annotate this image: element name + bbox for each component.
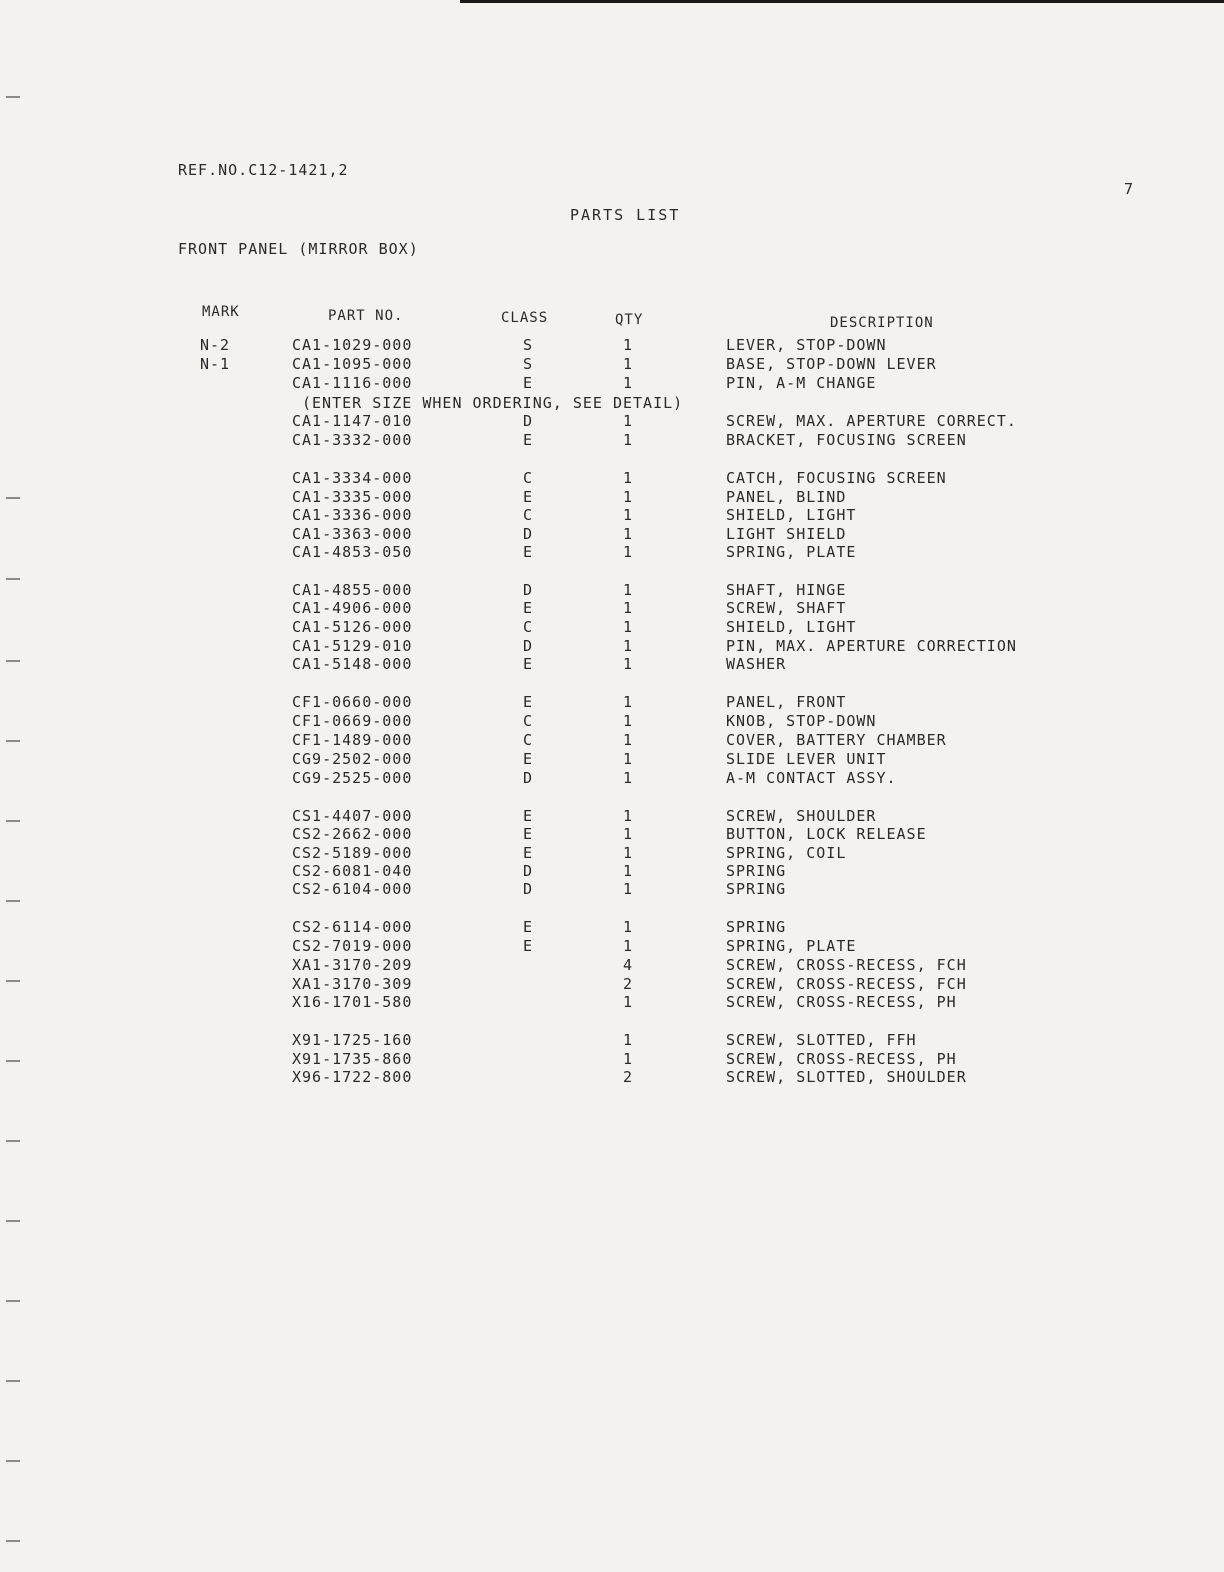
qty-cell: 1 — [623, 807, 634, 825]
table-row — [0, 731, 1224, 749]
description-cell: LIGHT SHIELD — [726, 525, 847, 543]
description-cell: LEVER, STOP-DOWN — [726, 336, 887, 354]
description-cell: BUTTON, LOCK RELEASE — [726, 825, 927, 843]
part-no-cell: CS2-5189-000 — [292, 844, 413, 862]
class-cell: D — [523, 525, 534, 543]
qty-cell: 1 — [623, 543, 634, 561]
description-cell: BRACKET, FOCUSING SCREEN — [726, 431, 967, 449]
part-no-cell: CA1-1029-000 — [292, 336, 413, 354]
part-no-cell: CA1-1095-000 — [292, 355, 413, 373]
part-no-cell: X91-1725-160 — [292, 1031, 413, 1049]
part-no-cell: CS1-4407-000 — [292, 807, 413, 825]
description-cell: SCREW, SHAFT — [726, 599, 847, 617]
part-no-cell: CS2-2662-000 — [292, 825, 413, 843]
description-cell: SHIELD, LIGHT — [726, 506, 857, 524]
page-title: PARTS LIST — [570, 206, 681, 224]
table-row — [0, 1031, 1224, 1049]
qty-cell: 1 — [623, 581, 634, 599]
part-no-cell: CA1-3334-000 — [292, 469, 413, 487]
description-cell: SCREW, CROSS-RECESS, FCH — [726, 956, 967, 974]
class-cell: S — [523, 336, 534, 354]
class-cell: D — [523, 862, 534, 880]
part-no-cell: CF1-1489-000 — [292, 731, 413, 749]
description-cell: PANEL, FRONT — [726, 693, 847, 711]
class-cell: E — [523, 374, 534, 392]
part-no-cell: CA1-4906-000 — [292, 599, 413, 617]
column-header-description: DESCRIPTION — [830, 315, 934, 331]
table-row — [0, 525, 1224, 543]
part-no-cell: CA1-4853-050 — [292, 543, 413, 561]
class-cell: E — [523, 655, 534, 673]
class-cell: E — [523, 825, 534, 843]
class-cell: E — [523, 937, 534, 955]
description-cell: KNOB, STOP-DOWN — [726, 712, 877, 730]
qty-cell: 1 — [623, 525, 634, 543]
description-cell: A-M CONTACT ASSY. — [726, 769, 897, 787]
qty-cell: 1 — [623, 374, 634, 392]
qty-cell: 1 — [623, 712, 634, 730]
description-cell: SCREW, SHOULDER — [726, 807, 877, 825]
class-cell: D — [523, 412, 534, 430]
description-cell: SPRING — [726, 880, 787, 898]
column-header-part-no: PART NO. — [328, 308, 404, 324]
qty-cell: 1 — [623, 825, 634, 843]
part-no-cell: CA1-3363-000 — [292, 525, 413, 543]
qty-cell: 1 — [623, 618, 634, 636]
table-row — [0, 637, 1224, 655]
class-cell: E — [523, 543, 534, 561]
qty-cell: 1 — [623, 336, 634, 354]
margin-tick — [6, 1140, 20, 1142]
table-row — [0, 336, 1224, 354]
qty-cell: 1 — [623, 862, 634, 880]
class-cell: E — [523, 599, 534, 617]
table-row — [0, 581, 1224, 599]
qty-cell: 1 — [623, 880, 634, 898]
margin-tick — [6, 578, 20, 580]
part-no-cell: CA1-3332-000 — [292, 431, 413, 449]
description-cell: SPRING, PLATE — [726, 543, 857, 561]
margin-tick — [6, 1460, 20, 1462]
qty-cell: 1 — [623, 731, 634, 749]
description-cell: SCREW, CROSS-RECESS, FCH — [726, 975, 967, 993]
margin-tick — [6, 96, 20, 98]
description-cell: CATCH, FOCUSING SCREEN — [726, 469, 947, 487]
table-row — [0, 712, 1224, 730]
description-cell: SPRING, COIL — [726, 844, 847, 862]
part-no-cell: CG9-2502-000 — [292, 750, 413, 768]
table-row — [0, 956, 1224, 974]
table-row — [0, 431, 1224, 449]
part-no-cell: XA1-3170-309 — [292, 975, 413, 993]
table-row — [0, 918, 1224, 936]
scan-edge-line — [460, 0, 1224, 3]
class-cell: D — [523, 637, 534, 655]
qty-cell: 1 — [623, 937, 634, 955]
qty-cell: 1 — [623, 431, 634, 449]
class-cell: C — [523, 712, 534, 730]
qty-cell: 1 — [623, 599, 634, 617]
qty-cell: 1 — [623, 918, 634, 936]
ordering-note: (ENTER SIZE WHEN ORDERING, SEE DETAIL) — [302, 394, 684, 412]
part-no-cell: X91-1735-860 — [292, 1050, 413, 1068]
table-row — [0, 750, 1224, 768]
class-cell: C — [523, 731, 534, 749]
description-cell: SPRING — [726, 862, 787, 880]
description-cell: SPRING — [726, 918, 787, 936]
table-row — [0, 506, 1224, 524]
qty-cell: 2 — [623, 975, 634, 993]
description-cell: COVER, BATTERY CHAMBER — [726, 731, 947, 749]
qty-cell: 1 — [623, 355, 634, 373]
table-row — [0, 655, 1224, 673]
table-row — [0, 1050, 1224, 1068]
part-no-cell: CA1-3335-000 — [292, 488, 413, 506]
part-no-cell: X16-1701-580 — [292, 993, 413, 1011]
table-row — [0, 412, 1224, 430]
section-subtitle: FRONT PANEL (MIRROR BOX) — [178, 240, 419, 258]
table-row — [0, 543, 1224, 561]
part-no-cell: CA1-5129-010 — [292, 637, 413, 655]
part-no-cell: CA1-4855-000 — [292, 581, 413, 599]
qty-cell: 2 — [623, 1068, 634, 1086]
column-header-class: CLASS — [501, 310, 549, 326]
table-row — [0, 374, 1224, 392]
class-cell: E — [523, 488, 534, 506]
description-cell: SCREW, SLOTTED, SHOULDER — [726, 1068, 967, 1086]
class-cell: E — [523, 693, 534, 711]
qty-cell: 1 — [623, 993, 634, 1011]
part-no-cell: CF1-0660-000 — [292, 693, 413, 711]
table-row — [0, 993, 1224, 1011]
class-cell: E — [523, 807, 534, 825]
table-row — [0, 975, 1224, 993]
description-cell: SCREW, CROSS-RECESS, PH — [726, 993, 957, 1011]
table-row — [0, 355, 1224, 373]
description-cell: SPRING, PLATE — [726, 937, 857, 955]
qty-cell: 1 — [623, 506, 634, 524]
description-cell: SHAFT, HINGE — [726, 581, 847, 599]
qty-cell: 1 — [623, 1031, 634, 1049]
description-cell: WASHER — [726, 655, 787, 673]
part-no-cell: X96-1722-800 — [292, 1068, 413, 1086]
class-cell: E — [523, 844, 534, 862]
page-number: 7 — [1124, 180, 1134, 198]
part-no-cell: CA1-5126-000 — [292, 618, 413, 636]
description-cell: BASE, STOP-DOWN LEVER — [726, 355, 937, 373]
mark-cell: N-1 — [200, 355, 231, 373]
reference-number: REF.NO.C12-1421,2 — [178, 161, 349, 179]
part-no-cell: CA1-3336-000 — [292, 506, 413, 524]
qty-cell: 1 — [623, 469, 634, 487]
table-row — [0, 844, 1224, 862]
table-row — [0, 937, 1224, 955]
part-no-cell: CA1-5148-000 — [292, 655, 413, 673]
part-no-cell: CA1-1147-010 — [292, 412, 413, 430]
table-row — [0, 618, 1224, 636]
description-cell: SCREW, SLOTTED, FFH — [726, 1031, 917, 1049]
part-no-cell: CS2-6081-040 — [292, 862, 413, 880]
table-row — [0, 769, 1224, 787]
table-row — [0, 807, 1224, 825]
part-no-cell: CS2-6114-000 — [292, 918, 413, 936]
qty-cell: 1 — [623, 655, 634, 673]
qty-cell: 1 — [623, 488, 634, 506]
class-cell: D — [523, 880, 534, 898]
qty-cell: 1 — [623, 637, 634, 655]
part-no-cell: CG9-2525-000 — [292, 769, 413, 787]
margin-tick — [6, 900, 20, 902]
description-cell: SCREW, MAX. APERTURE CORRECT. — [726, 412, 1017, 430]
description-cell: PIN, A-M CHANGE — [726, 374, 877, 392]
table-row — [0, 825, 1224, 843]
qty-cell: 4 — [623, 956, 634, 974]
mark-cell: N-2 — [200, 336, 231, 354]
qty-cell: 1 — [623, 750, 634, 768]
description-cell: PANEL, BLIND — [726, 488, 847, 506]
qty-cell: 1 — [623, 412, 634, 430]
class-cell: D — [523, 769, 534, 787]
table-row — [0, 862, 1224, 880]
table-row — [0, 1068, 1224, 1086]
class-cell: E — [523, 750, 534, 768]
description-cell: PIN, MAX. APERTURE CORRECTION — [726, 637, 1017, 655]
margin-tick — [6, 1300, 20, 1302]
part-no-cell: CS2-7019-000 — [292, 937, 413, 955]
table-row — [0, 488, 1224, 506]
class-cell: D — [523, 581, 534, 599]
margin-tick — [6, 1540, 20, 1542]
part-no-cell: XA1-3170-209 — [292, 956, 413, 974]
description-cell: SLIDE LEVER UNIT — [726, 750, 887, 768]
margin-tick — [6, 1220, 20, 1222]
description-cell: SCREW, CROSS-RECESS, PH — [726, 1050, 957, 1068]
qty-cell: 1 — [623, 844, 634, 862]
qty-cell: 1 — [623, 1050, 634, 1068]
part-no-cell: CA1-1116-000 — [292, 374, 413, 392]
class-cell: C — [523, 469, 534, 487]
description-cell: SHIELD, LIGHT — [726, 618, 857, 636]
class-cell: C — [523, 506, 534, 524]
class-cell: E — [523, 431, 534, 449]
class-cell: C — [523, 618, 534, 636]
qty-cell: 1 — [623, 693, 634, 711]
table-row — [0, 693, 1224, 711]
column-header-qty: QTY — [615, 312, 644, 328]
margin-tick — [6, 1380, 20, 1382]
class-cell: S — [523, 355, 534, 373]
part-no-cell: CS2-6104-000 — [292, 880, 413, 898]
part-no-cell: CF1-0669-000 — [292, 712, 413, 730]
qty-cell: 1 — [623, 769, 634, 787]
column-header-mark: MARK — [202, 304, 240, 320]
table-row — [0, 469, 1224, 487]
class-cell: E — [523, 918, 534, 936]
table-row — [0, 599, 1224, 617]
table-row — [0, 880, 1224, 898]
